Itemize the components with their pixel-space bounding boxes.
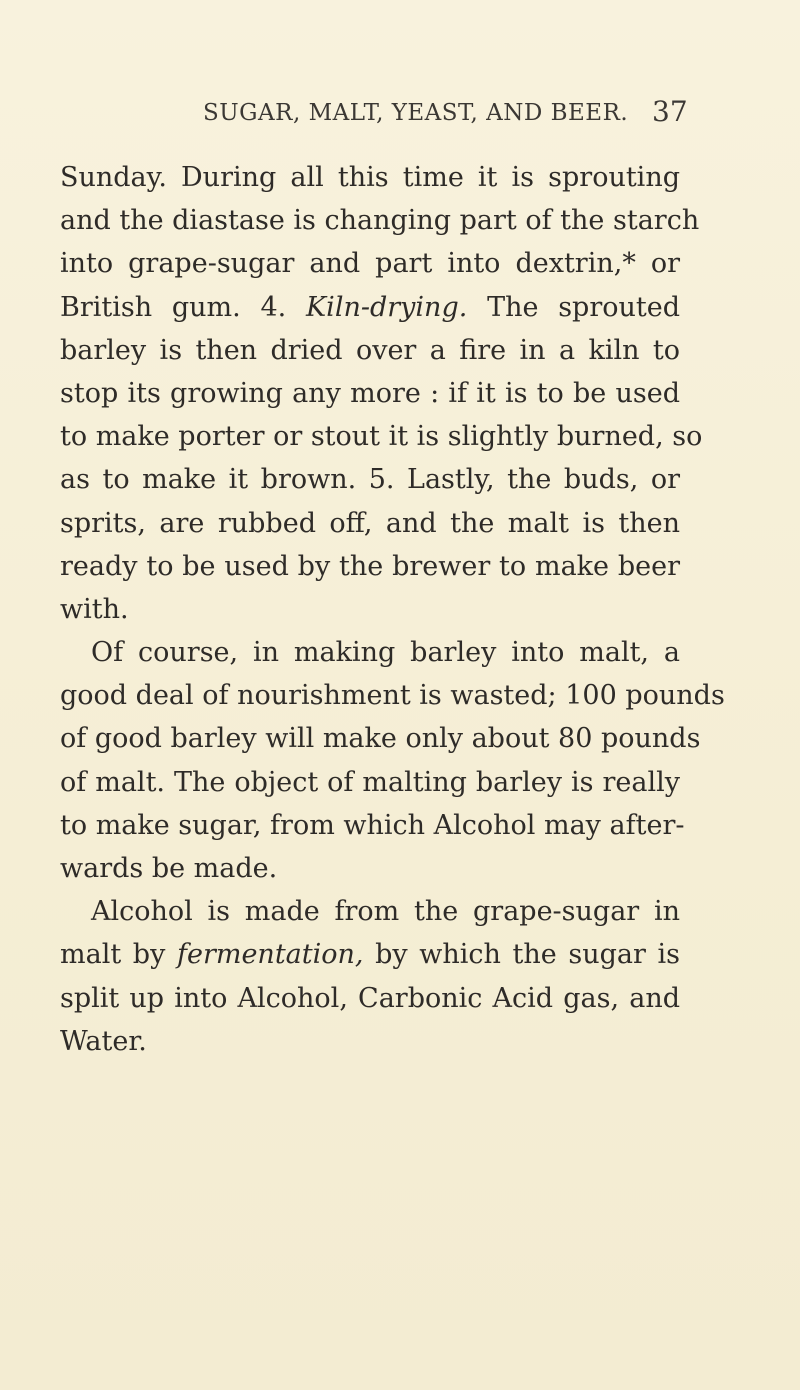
text-line: stop its growing any more : if it is to be used [60,377,680,409]
text-fragment: The sprouted [487,291,681,323]
text-line: barley is then dried over a fire in a kiln to [60,334,680,366]
text-line: ready to be used by the brewer to make beer [60,550,680,582]
text-fragment: by which the sugar is [375,939,680,971]
text-line: into grape-sugar and part into dextrin,* or [60,248,680,280]
text-line: to make sugar, from which Alcohol may after- [60,809,685,841]
page-number: 37 [652,95,688,128]
text-line: Alcohol is made from the grape-sugar in [91,896,680,928]
italic-term-kiln-drying: Kiln-drying. [306,291,468,323]
text-line: sprits, are rubbed off, and the malt is then [60,507,680,539]
text-line: with. [60,593,129,625]
text-line: as to make it brown. 5. Lastly, the buds, or [60,464,680,496]
text-fragment: British gum. 4. [60,291,287,323]
text-fragment: malt by [60,939,166,971]
body-text [60,156,725,1063]
text-line: and the diastase is changing part of the starch [60,205,700,237]
text-line: split up into Alcohol, Carbonic Acid gas, and [60,982,680,1014]
text-line: Water. [60,1025,147,1057]
text-line: of malt. The object of malting barley is really [60,766,680,798]
text-line: of good barley will make only about 80 pounds [60,723,701,755]
text-line [60,933,680,976]
running-head: SUGAR, MALT, YEAST, AND BEER. [203,100,629,126]
text-line: Of course, in making barley into malt, a [91,637,680,669]
text-line: Sunday. During all this time it is sprouting [60,162,680,193]
text-line: to make porter or stout it is slightly burned, so [60,421,703,453]
text-line: wards be made. [60,853,278,884]
text-line: good deal of nourishment is wasted; 100 pounds [60,680,725,712]
text-line [60,286,680,329]
italic-term-fermentation: fermentation, [176,939,364,971]
